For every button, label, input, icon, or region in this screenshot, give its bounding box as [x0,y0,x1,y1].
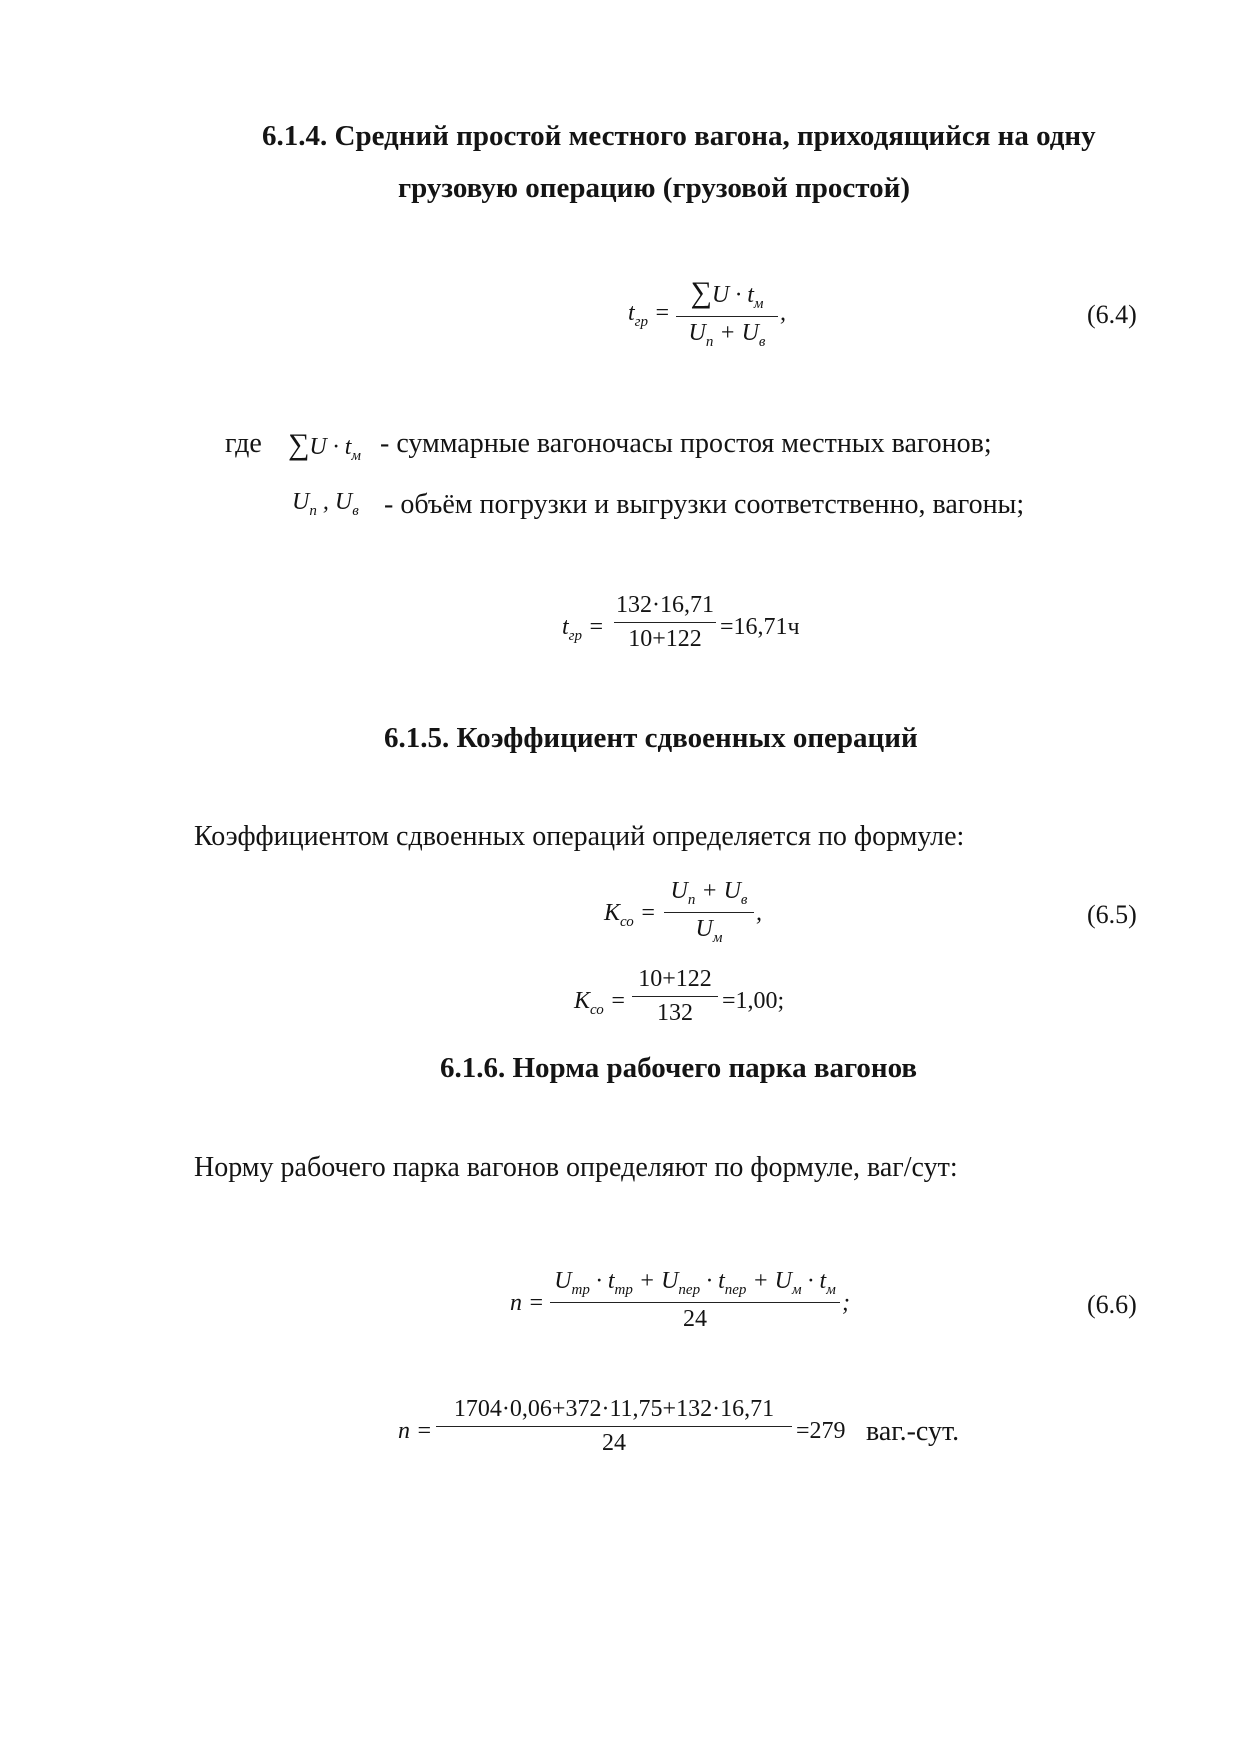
formula-6-5-fraction: $U_п + U_в$ $U_м$ [664,878,754,947]
calc-6-4-denominator: 10+122 [628,626,702,652]
formula-6-4-comma: , [780,300,786,326]
section-6-1-6-intro: Норму рабочего парка вагонов определяют по формуле, ваг/сут: [194,1152,958,1183]
def1-symbol: $\sum U \cdot t_м$ [288,428,361,464]
formula-6-6-lhs: n = [510,1290,545,1316]
section-6-1-4-title-line1: 6.1.4. Средний простой местного вагона, приходящийся на одну [262,120,1096,152]
calc-6-4-fraction [614,592,716,653]
section-6-1-5-intro: Коэффициентом сдвоенных операций определяется по формуле: [194,821,965,852]
def2-symbol: $U_п$ , $U_в$ [292,489,359,519]
calc-6-5-denominator: 132 [657,1000,693,1026]
formula-6-4-fraction: $\sum U \cdot t_м$ $U_п + U_в$ [676,276,778,351]
def2-text: - объём погрузки и выгрузки соответственно, вагоны; [384,489,1025,520]
calc-6-6-result: =279 [796,1418,846,1444]
section-6-1-4-title-line2: грузовую операцию (грузовой простой) [398,172,910,204]
formula-6-6-fraction: $U_{тр} \cdot t_{тр} + U_{пер} \cdot t_{пер} + U_м \cdot t_м$ 24 [550,1268,840,1333]
calc-6-5-numerator: 10+122 [638,966,712,992]
calc-6-5-lhs: $K_{со}$ = [574,988,627,1018]
calc-6-6-lhs: n = [398,1418,433,1444]
calc-6-5-result: =1,00; [722,988,785,1014]
calc-6-6-unit: ваг.-сут. [866,1416,960,1447]
formula-6-5-comma: , [756,900,762,926]
section-6-1-5-title: 6.1.5. Коэффициент сдвоенных операций [384,722,918,754]
equation-number-6-5: (6.5) [1087,900,1137,929]
calc-6-4-numerator: 132·16,71 [616,592,714,618]
calc-6-5-fraction [632,966,718,1027]
formula-6-5-lhs: $K_{со}$ = [604,900,657,930]
equation-number-6-4: (6.4) [1087,300,1137,329]
formula-6-6-denominator: 24 [683,1306,707,1332]
formula-6-6-semicolon: ; [842,1290,850,1316]
calc-6-4-result: =16,71ч [720,614,800,640]
calc-6-6-numerator: 1704·0,06+372·11,75+132·16,71 [453,1396,775,1422]
where-word: где [225,428,262,459]
def1-text: - суммарные вагоночасы простоя местных вагонов; [380,428,992,459]
formula-6-4-lhs: $t_{гр}$ = [628,300,671,330]
calc-6-6-denominator: 24 [602,1430,626,1456]
equation-number-6-6: (6.6) [1087,1290,1137,1319]
calc-6-4-lhs: $t_{гр}$ = [562,614,605,644]
section-6-1-6-title: 6.1.6. Норма рабочего парка вагонов [440,1052,918,1084]
calc-6-6-fraction [436,1396,792,1457]
